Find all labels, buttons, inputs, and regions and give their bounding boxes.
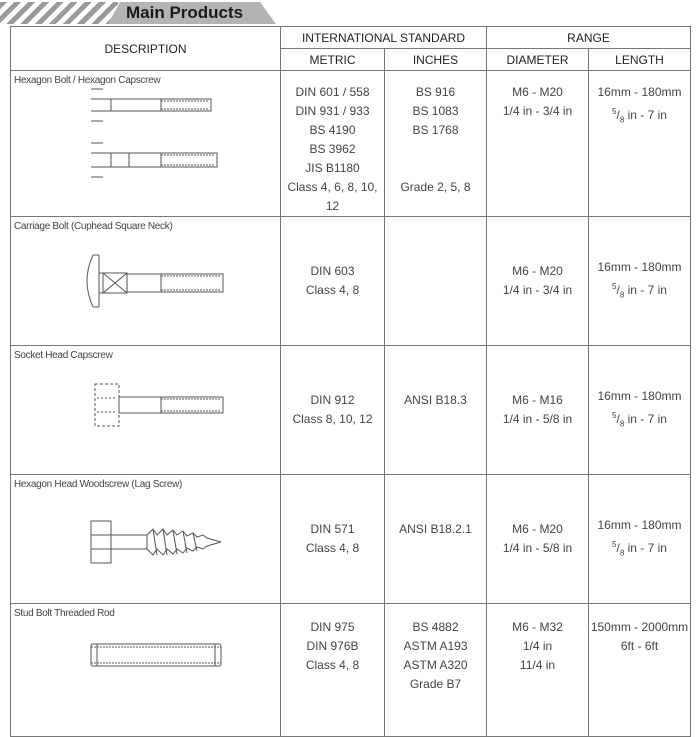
inches-cell (385, 217, 487, 346)
inches-line: ASTM A193 (403, 639, 468, 653)
length-fraction-line: $^5/_8$ in - 7 in (612, 539, 667, 558)
carriage-bolt-drawing (11, 217, 281, 345)
header-metric: METRIC (281, 49, 385, 71)
inches-line: BS 1083 (412, 104, 459, 118)
inches-line: BS 916 (415, 85, 456, 99)
inches-line: Grade B7 (409, 677, 462, 691)
metric-cell (281, 604, 385, 737)
diameter-line: M6 - M20 (512, 522, 563, 536)
header-diameter: DIAMETER (487, 49, 589, 71)
section-title: Main Products (126, 3, 244, 22)
length-fraction-line: $^5/_8$ in - 7 in (612, 410, 667, 429)
diameter-cell (487, 604, 589, 737)
lag-screw-drawing (11, 475, 281, 603)
metric-cell (281, 217, 385, 346)
diameter-line: 1/4 in - 5/8 in (502, 412, 573, 426)
length-line: 16mm - 180mm (597, 388, 682, 403)
length-line: 150mm - 2000mm (590, 620, 689, 634)
metric-line: DIN 603 (310, 264, 355, 278)
length-fraction-line: $^5/_8$ in - 7 in (612, 281, 667, 300)
metric-line: DIN 912 (310, 393, 355, 407)
inches-cell (385, 604, 487, 737)
inches-line: Grade 2, 5, 8 (400, 180, 471, 194)
metric-line: DIN 571 (310, 522, 355, 536)
product-name: Carriage Bolt (Cuphead Square Neck) (14, 221, 173, 232)
table-row (11, 604, 691, 737)
product-name: Stud Bolt Threaded Rod (14, 608, 115, 619)
inches-line: ASTM A320 (403, 658, 468, 672)
length-line: 16mm - 180mm (597, 517, 682, 532)
length-cell (589, 475, 691, 604)
stud-bolt-drawing (11, 604, 281, 706)
inches-line: BS 1768 (412, 123, 459, 137)
diameter-line: 11/4 in (519, 658, 556, 672)
header-international-standard: INTERNATIONAL STANDARD (281, 27, 487, 49)
metric-line: Class 4, 8 (305, 541, 360, 555)
diameter-cell (487, 217, 589, 346)
table-row (11, 346, 691, 475)
table-row (11, 475, 691, 604)
metric-line: BS 4190 (309, 123, 356, 137)
length-cell (589, 71, 691, 217)
length-line: 16mm - 180mm (597, 259, 682, 274)
length-fraction-line: $^5/_8$ in - 7 in (612, 107, 667, 125)
diameter-line: M6 - M16 (512, 393, 563, 407)
description-cell (11, 475, 281, 604)
metric-line: DIN 931 / 933 (295, 104, 370, 118)
diameter-cell (487, 346, 589, 475)
metric-cell (281, 346, 385, 475)
diameter-line: 1/4 in - 3/4 in (502, 104, 573, 118)
inches-cell (385, 475, 487, 604)
metric-line: DIN 976B (306, 639, 359, 653)
product-name: Hexagon Bolt / Hexagon Capscrew (14, 75, 161, 86)
metric-line: JIS B1180 (305, 161, 360, 175)
table-row (11, 71, 691, 217)
header-stripes (0, 2, 118, 24)
metric-line: Class 4, 8 (305, 283, 360, 297)
diameter-line: M6 - M32 (512, 620, 563, 634)
header-inches: INCHES (385, 49, 487, 71)
diameter-cell (487, 71, 589, 217)
length-cell (589, 346, 691, 475)
table-row (11, 217, 691, 346)
inches-cell (385, 71, 487, 217)
section-header (0, 0, 700, 26)
length-line: 6ft - 6ft (620, 639, 659, 653)
inches-cell (385, 346, 487, 475)
description-cell (11, 604, 281, 737)
hexagon-bolt-drawing (11, 71, 281, 199)
header-length: LENGTH (589, 49, 691, 71)
metric-line: BS 3962 (309, 142, 356, 156)
products-table (10, 26, 691, 737)
diameter-line: 1/4 in (522, 639, 553, 653)
diameter-line: M6 - M20 (512, 264, 563, 278)
product-name: Hexagon Head Woodscrew (Lag Screw) (14, 479, 183, 490)
inches-line: BS 4882 (412, 620, 459, 634)
metric-cell (281, 475, 385, 604)
metric-line: DIN 601 / 558 (295, 85, 370, 99)
diameter-line: 1/4 in - 3/4 in (502, 283, 573, 297)
length-cell (589, 604, 691, 737)
product-name: Socket Head Capscrew (14, 350, 113, 361)
metric-cell (281, 71, 385, 217)
diameter-line: M6 - M20 (512, 85, 563, 99)
length-line: 16mm - 180mm (597, 85, 682, 99)
inches-line: ANSI B18.2.1 (399, 522, 472, 536)
metric-line: Class 4, 8 (305, 658, 360, 672)
header-description: DESCRIPTION (11, 27, 281, 71)
description-cell (11, 217, 281, 346)
diameter-line: 1/4 in - 5/8 in (502, 541, 573, 555)
metric-line: DIN 975 (310, 620, 355, 634)
inches-line: ANSI B18.3 (404, 393, 467, 407)
diameter-cell (487, 475, 589, 604)
socket-head-capscrew-drawing (11, 346, 281, 474)
description-cell (11, 71, 281, 217)
metric-line: Class 4, 6, 8, 10, 12 (287, 180, 378, 213)
header-range: RANGE (487, 27, 691, 49)
description-cell (11, 346, 281, 475)
length-cell (589, 217, 691, 346)
metric-line: Class 8, 10, 12 (292, 412, 373, 426)
